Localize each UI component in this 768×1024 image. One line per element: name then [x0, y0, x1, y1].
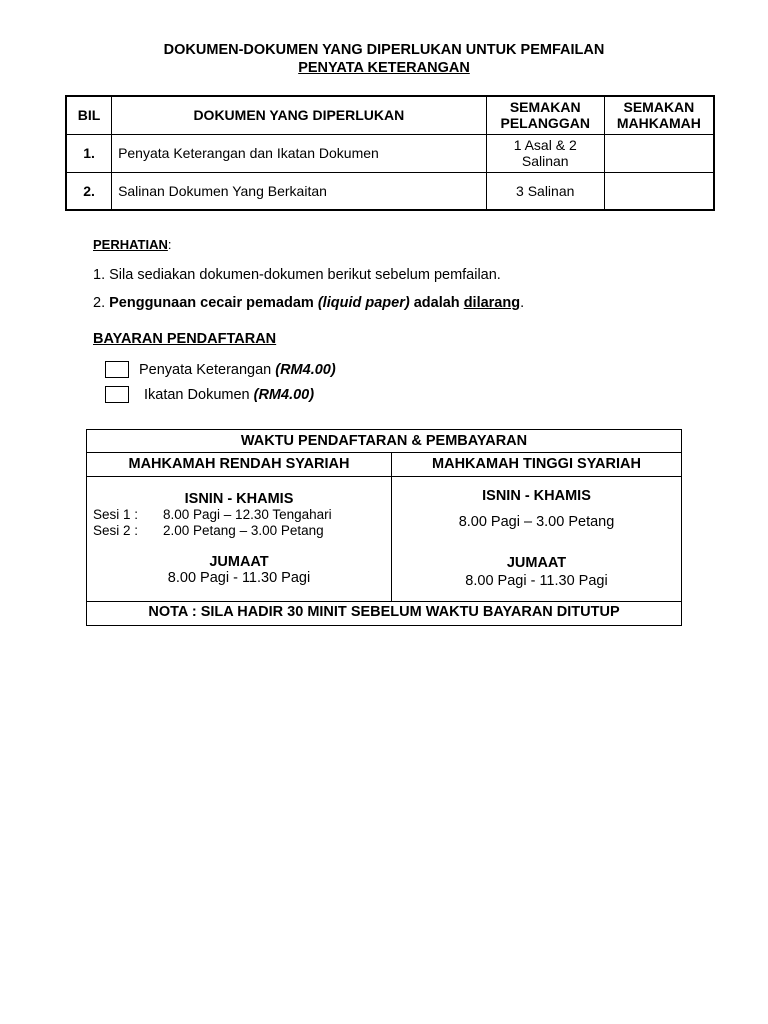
- note-2: 2. Penggunaan cecair pemadam (liquid paper) adalah dilarang.: [93, 295, 525, 311]
- perhatian-label: PERHATIAN:: [93, 237, 172, 252]
- header-semakan-pelanggan-line1: SEMAKAN: [509, 99, 581, 116]
- row-semakan-pelanggan: 3 Salinan: [486, 172, 604, 210]
- table-row: [66, 172, 714, 210]
- row-semakan-pelanggan-line1: 1 Asal & 2: [513, 137, 577, 153]
- header-semakan-pelanggan-line2: PELANGGAN: [500, 115, 590, 132]
- row-semakan-pelanggan: [486, 134, 604, 172]
- col-mahkamah-rendah: MAHKAMAH RENDAH SYARIAH: [128, 456, 350, 472]
- document-title: DOKUMEN-DOKUMEN YANG DIPERLUKAN UNTUK PEMFAILAN: [163, 42, 605, 58]
- right-days-friday: JUMAAT: [506, 555, 567, 571]
- right-time-weekday: 8.00 Pagi – 3.00 Petang: [458, 514, 615, 530]
- ikatan-dokumen-checkbox[interactable]: [105, 386, 129, 403]
- divider: [87, 452, 681, 453]
- document-subtitle: PENYATA KETERANGAN: [298, 60, 470, 76]
- divider: [87, 601, 681, 602]
- sesi1-label: Sesi 1 :: [93, 507, 139, 522]
- schedule-nota: NOTA : SILA HADIR 30 MINIT SEBELUM WAKTU BAYARAN DITUTUP: [148, 604, 620, 620]
- right-days-weekday: ISNIN - KHAMIS: [482, 488, 591, 504]
- header-bil: BIL: [66, 96, 112, 134]
- left-days-friday: JUMAAT: [209, 554, 269, 570]
- row-semakan-pelanggan-line2: Salinan: [521, 153, 569, 169]
- schedule-title: WAKTU PENDAFTARAN & PEMBAYARAN: [240, 433, 528, 449]
- table-row: [66, 134, 714, 172]
- left-days-weekday: ISNIN - KHAMIS: [184, 491, 294, 507]
- penyata-keterangan-checkbox[interactable]: [105, 361, 129, 378]
- row-semakan-mahkamah: [604, 134, 714, 172]
- row-dokumen: Penyata Keterangan dan Ikatan Dokumen: [112, 134, 487, 172]
- divider: [87, 476, 681, 477]
- table-header-row: [66, 96, 714, 134]
- sesi2-label: Sesi 2 :: [93, 523, 139, 538]
- row-semakan-mahkamah: [604, 172, 714, 210]
- sesi1-time: 8.00 Pagi – 12.30 Tengahari: [163, 507, 332, 522]
- fee-item: Penyata Keterangan (RM4.00): [139, 362, 336, 378]
- left-time-friday: 8.00 Pagi - 11.30 Pagi: [167, 570, 311, 586]
- col-mahkamah-tinggi: MAHKAMAH TINGGI SYARIAH: [432, 456, 641, 472]
- header-semakan-pelanggan: [486, 96, 604, 134]
- row-bil: 1.: [66, 134, 112, 172]
- right-time-friday: 8.00 Pagi - 11.30 Pagi: [465, 573, 608, 589]
- header-semakan-mahkamah-line1: SEMAKAN: [623, 99, 695, 116]
- row-bil: 2.: [66, 172, 112, 210]
- fee-item: Ikatan Dokumen (RM4.00): [144, 387, 315, 403]
- documents-table: [65, 95, 715, 211]
- row-dokumen: Salinan Dokumen Yang Berkaitan: [112, 172, 487, 210]
- header-semakan-mahkamah-line2: MAHKAMAH: [616, 115, 701, 132]
- bayaran-heading: BAYARAN PENDAFTARAN: [93, 331, 277, 347]
- header-dokumen: DOKUMEN YANG DIPERLUKAN: [112, 96, 487, 134]
- sesi2-time: 2.00 Petang – 3.00 Petang: [163, 523, 324, 538]
- header-semakan-mahkamah: [604, 96, 714, 134]
- note-1: 1. Sila sediakan dokumen-dokumen berikut sebelum pemfailan.: [93, 267, 501, 283]
- schedule-table: [86, 429, 682, 626]
